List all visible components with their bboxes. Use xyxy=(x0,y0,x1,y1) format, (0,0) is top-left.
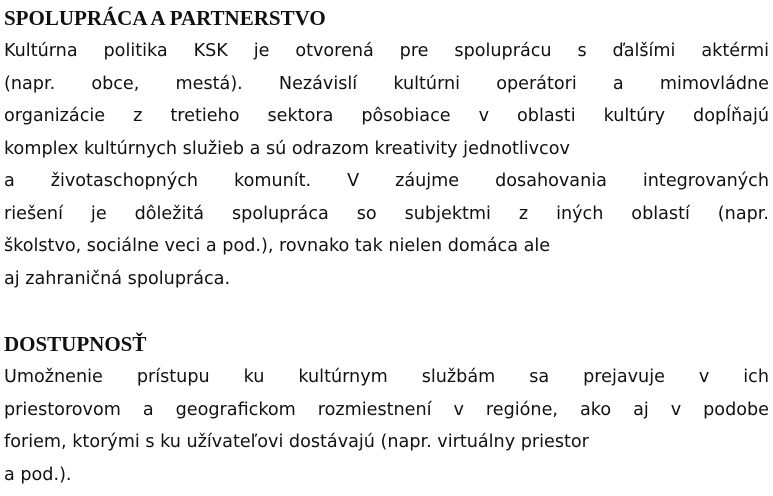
paragraph-line: aj zahraničná spolupráca. xyxy=(4,268,231,289)
document-page xyxy=(4,0,769,491)
paragraph-line: priestorovom a geografickom rozmiestnení v regióne, ako aj v podobe xyxy=(4,399,769,420)
paragraph-line: komplex kultúrnych služieb a sú odrazom kreativity jednotlivcov xyxy=(4,138,570,159)
section-heading-dostupnost: DOSTUPNOSŤ xyxy=(4,332,147,356)
paragraph-line: riešení je dôležitá spolupráca so subjektmi z iných oblastí (napr. xyxy=(4,203,769,224)
paragraph-partnerstvo xyxy=(4,35,769,295)
paragraph-line: školstvo, sociálne veci a pod.), rovnako tak nielen domáca ale xyxy=(4,236,551,256)
paragraph-line: Kultúrna politika KSK je otvorená pre spoluprácu s ďalšími aktérmi xyxy=(4,41,769,61)
paragraph-line: a životaschopných komunít. V záujme dosahovania integrovaných xyxy=(4,171,769,191)
paragraph-dostupnost xyxy=(4,361,769,491)
paragraph-line: (napr. obce, mestá). Nezávislí kultúrni operátori a mimovládne xyxy=(4,73,769,94)
paragraph-line: Umožnenie prístupu ku kultúrnym službám sa prejavuje v ich xyxy=(4,367,769,387)
paragraph-line: foriem, ktorými s ku užívateľovi dostávajú (napr. virtuálny priestor xyxy=(4,432,589,452)
paragraph-line: organizácie z tretieho sektora pôsobiace v oblasti kultúry dopĺňajú xyxy=(4,106,769,126)
paragraph-line: a pod.). xyxy=(4,464,72,485)
section-heading-partnerstvo: SPOLUPRÁCA A PARTNERSTVO xyxy=(4,6,326,30)
